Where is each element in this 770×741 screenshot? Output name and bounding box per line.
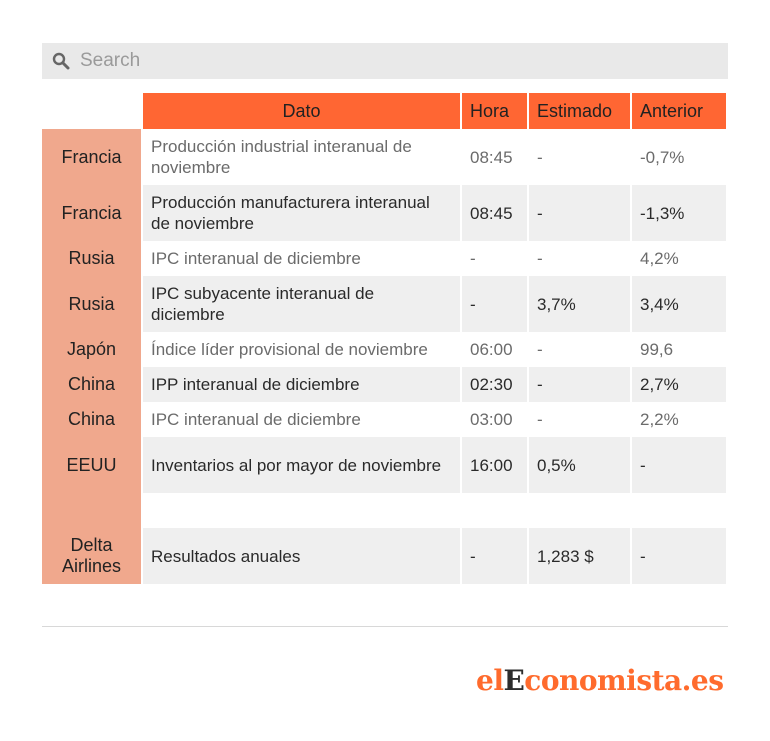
hora-cell: 16:00	[462, 437, 529, 493]
anterior-cell	[632, 493, 726, 528]
estimado-cell: -	[529, 241, 632, 276]
anterior-cell: -1,3%	[632, 185, 726, 241]
dato-cell: IPC interanual de diciembre	[143, 241, 462, 276]
estimado-cell	[529, 493, 632, 528]
table-row[interactable]	[42, 367, 726, 402]
logo-part-el: el	[476, 664, 504, 697]
table-row[interactable]	[42, 402, 726, 437]
dato-cell: IPP interanual de diciembre	[143, 367, 462, 402]
estimado-cell: -	[529, 332, 632, 367]
hora-cell: 08:45	[462, 185, 529, 241]
table-row[interactable]	[42, 276, 726, 332]
table-row[interactable]	[42, 185, 726, 241]
country-cell: China	[42, 402, 143, 437]
country-cell: Francia	[42, 129, 143, 185]
anterior-cell: 2,7%	[632, 367, 726, 402]
estimado-cell: 0,5%	[529, 437, 632, 493]
table-row[interactable]	[42, 332, 726, 367]
country-cell: Rusia	[42, 276, 143, 332]
divider	[42, 626, 728, 627]
estimado-cell: 1,283 $	[529, 528, 632, 584]
table-header-row	[42, 93, 726, 129]
dato-cell	[143, 493, 462, 528]
anterior-cell: 99,6	[632, 332, 726, 367]
header-hora[interactable]: Hora	[462, 93, 529, 129]
logo-part-rest: conomista.es	[524, 664, 724, 697]
hora-cell: 08:45	[462, 129, 529, 185]
search-input[interactable]	[78, 49, 682, 73]
country-cell: Delta Airlines	[42, 528, 143, 584]
dato-cell: Resultados anuales	[143, 528, 462, 584]
search-bar[interactable]	[42, 43, 728, 79]
dato-cell: IPC subyacente interanual de diciembre	[143, 276, 462, 332]
hora-cell: -	[462, 528, 529, 584]
anterior-cell: -	[632, 528, 726, 584]
dato-cell: IPC interanual de diciembre	[143, 402, 462, 437]
header-estimado[interactable]: Estimado	[529, 93, 632, 129]
dato-cell: Inventarios al por mayor de noviembre	[143, 437, 462, 493]
table-row[interactable]	[42, 129, 726, 185]
hora-cell: 06:00	[462, 332, 529, 367]
table-row	[42, 493, 726, 528]
dato-cell: Producción industrial interanual de noviembre	[143, 129, 462, 185]
header-dato[interactable]: Dato	[143, 93, 462, 129]
estimado-cell: -	[529, 402, 632, 437]
hora-cell: 03:00	[462, 402, 529, 437]
table-row[interactable]	[42, 528, 726, 584]
table-row[interactable]	[42, 437, 726, 493]
dato-cell: Producción manufacturera interanual de noviembre	[143, 185, 462, 241]
anterior-cell: 2,2%	[632, 402, 726, 437]
hora-cell: 02:30	[462, 367, 529, 402]
logo-part-e: E	[503, 664, 525, 697]
anterior-cell: 3,4%	[632, 276, 726, 332]
table-row[interactable]	[42, 241, 726, 276]
hora-cell: -	[462, 276, 529, 332]
header-anterior[interactable]: Anterior	[632, 93, 726, 129]
estimado-cell: -	[529, 129, 632, 185]
hora-cell: -	[462, 241, 529, 276]
country-cell: Francia	[42, 185, 143, 241]
country-cell: EEUU	[42, 437, 143, 493]
anterior-cell: 4,2%	[632, 241, 726, 276]
header-blank	[42, 93, 143, 129]
dato-cell: Índice líder provisional de noviembre	[143, 332, 462, 367]
estimado-cell: 3,7%	[529, 276, 632, 332]
country-cell: Rusia	[42, 241, 143, 276]
anterior-cell: -0,7%	[632, 129, 726, 185]
eleconomista-logo[interactable]	[476, 664, 723, 697]
country-cell: China	[42, 367, 143, 402]
country-cell	[42, 493, 143, 528]
country-cell: Japón	[42, 332, 143, 367]
estimado-cell: -	[529, 367, 632, 402]
anterior-cell: -	[632, 437, 726, 493]
calendar-table	[42, 93, 726, 584]
search-icon	[52, 52, 70, 70]
estimado-cell: -	[529, 185, 632, 241]
hora-cell	[462, 493, 529, 528]
